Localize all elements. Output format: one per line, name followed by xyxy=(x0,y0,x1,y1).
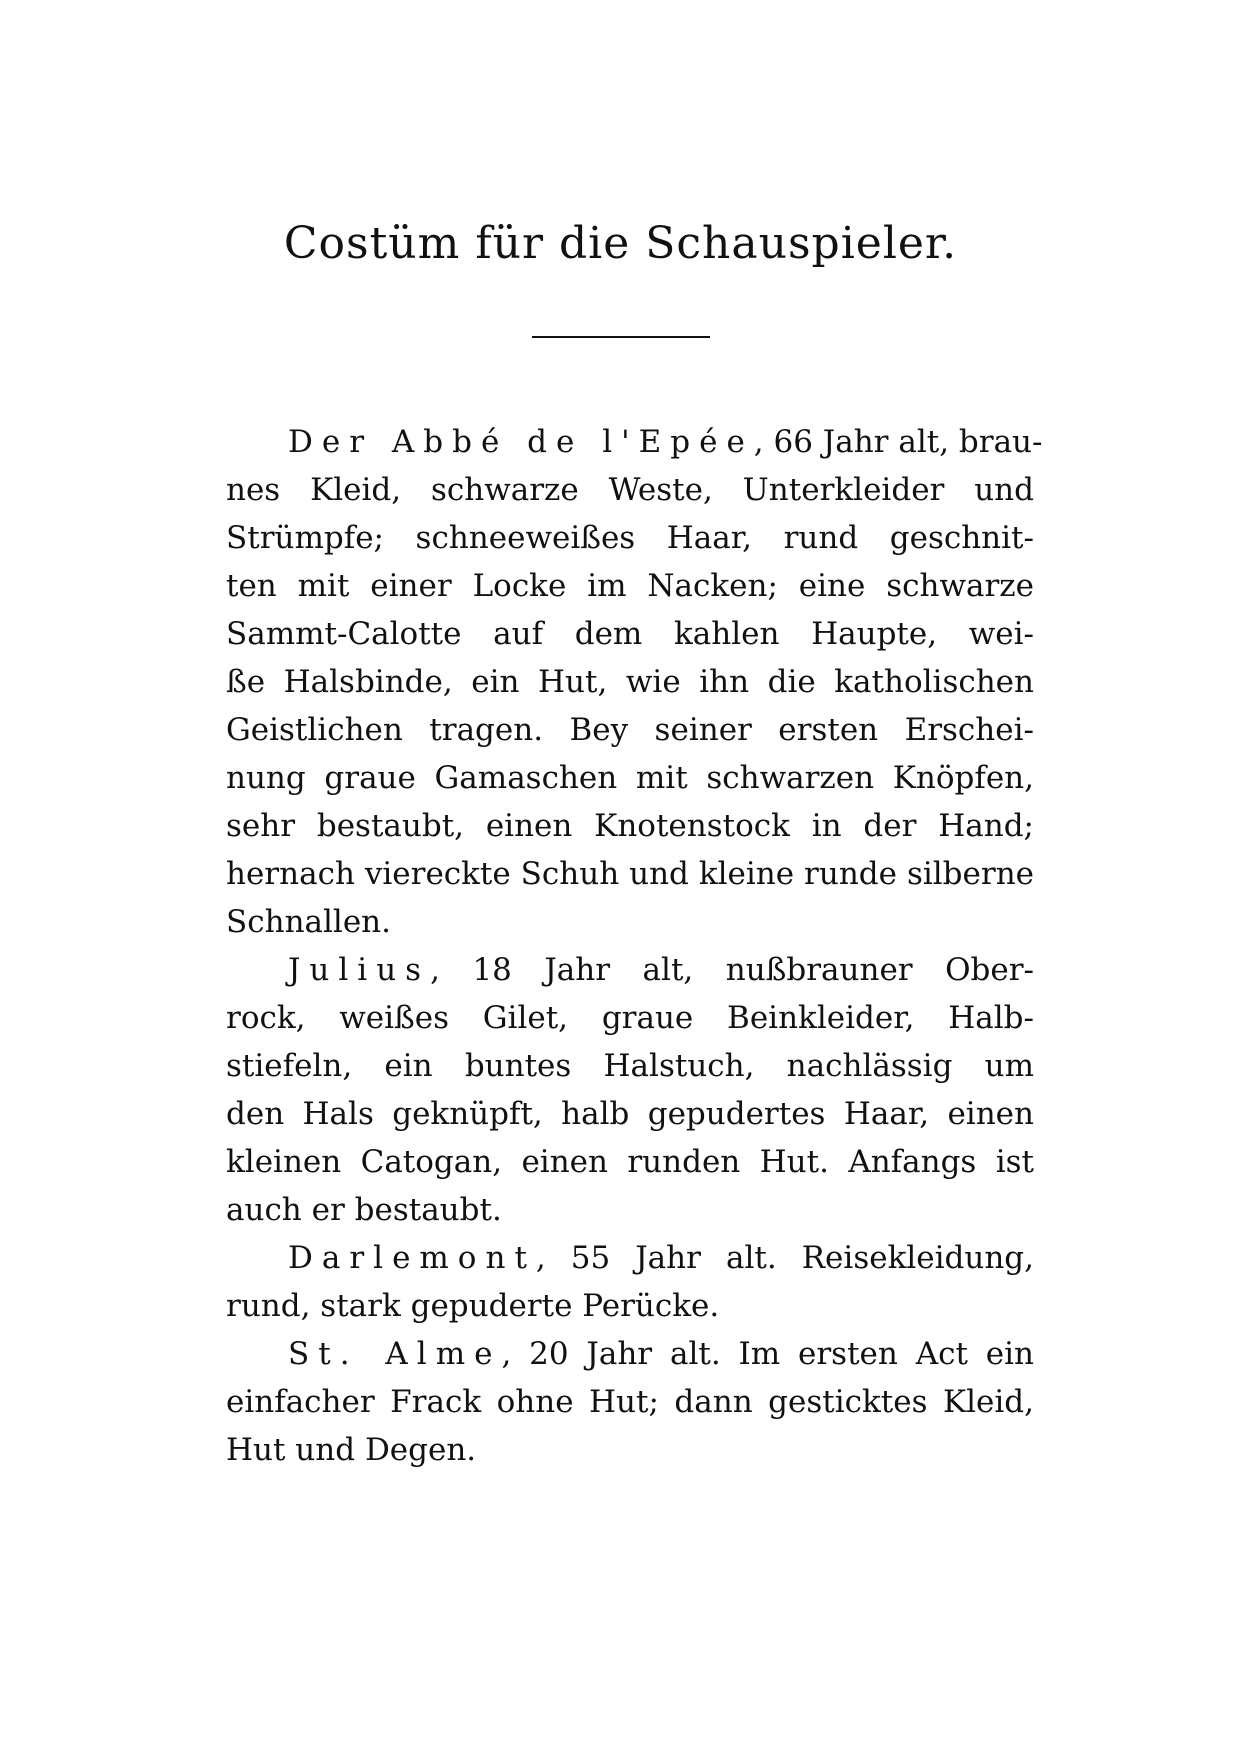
text-line: rund, stark gepuderte Perücke. xyxy=(226,1288,720,1324)
text-line: ße Halsbinde, ein Hut, wie ihn die katholischen xyxy=(226,664,1034,700)
costume-list xyxy=(226,418,1043,1474)
text-line: den Hals geknüpft, halb gepudertes Haar, einen xyxy=(226,1096,1034,1132)
text-line: ten mit einer Locke im Nacken; eine schwarze xyxy=(226,568,1034,604)
paragraph-darlemont xyxy=(226,1234,1034,1330)
character-name: Darlemont xyxy=(288,1240,536,1276)
text-line: auch er bestaubt. xyxy=(226,1192,502,1228)
page-title: Costüm für die Schauspieler. xyxy=(283,218,958,269)
text-line: einfacher Frack ohne Hut; dann gesticktes Kleid, xyxy=(226,1384,1034,1420)
text-line: nes Kleid, schwarze Weste, Unterkleider und xyxy=(226,472,1034,508)
paragraph-st-alme xyxy=(226,1330,1034,1474)
text-line xyxy=(226,1330,1034,1378)
text-line: Sammt-Calotte auf dem kahlen Haupte, wei- xyxy=(226,616,1034,652)
text-line: nung graue Gamaschen mit schwarzen Knöpfen, xyxy=(226,760,1034,796)
text-run: , 20 Jahr alt. Im ersten Act ein xyxy=(501,1336,1034,1372)
title-divider xyxy=(532,336,710,338)
paragraph-julius xyxy=(226,946,1034,1234)
character-name: Julius xyxy=(288,952,431,988)
text-line: hernach viereckte Schuh und kleine runde silberne xyxy=(226,856,1034,892)
paragraph-abbe xyxy=(226,418,1043,946)
text-line: kleinen Catogan, einen runden Hut. Anfangs ist xyxy=(226,1144,1034,1180)
text-line: sehr bestaubt, einen Knotenstock in der Hand; xyxy=(226,808,1034,844)
text-run: , 18 Jahr alt, nußbrauner Ober- xyxy=(430,952,1034,988)
text-line: stiefeln, ein buntes Halstuch, nachlässig um xyxy=(226,1048,1034,1084)
text-line xyxy=(226,946,1034,994)
text-line: Hut und Degen. xyxy=(226,1432,477,1468)
text-line: Strümpfe; schneeweißes Haar, rund geschnit- xyxy=(226,520,1034,556)
character-name: Der Abbé de l'Epée xyxy=(288,424,754,460)
character-name: St. Alme xyxy=(288,1336,502,1372)
text-line: Geistlichen tragen. Bey seiner ersten Erschei- xyxy=(226,712,1034,748)
text-line: Schnallen. xyxy=(226,904,392,940)
text-line xyxy=(226,418,1043,466)
text-run: , 55 Jahr alt. Reisekleidung, xyxy=(535,1240,1034,1276)
text-line: rock, weißes Gilet, graue Beinkleider, Halb- xyxy=(226,1000,1034,1036)
text-run: , 66 Jahr alt, brau- xyxy=(753,424,1043,460)
text-line xyxy=(226,1234,1034,1282)
